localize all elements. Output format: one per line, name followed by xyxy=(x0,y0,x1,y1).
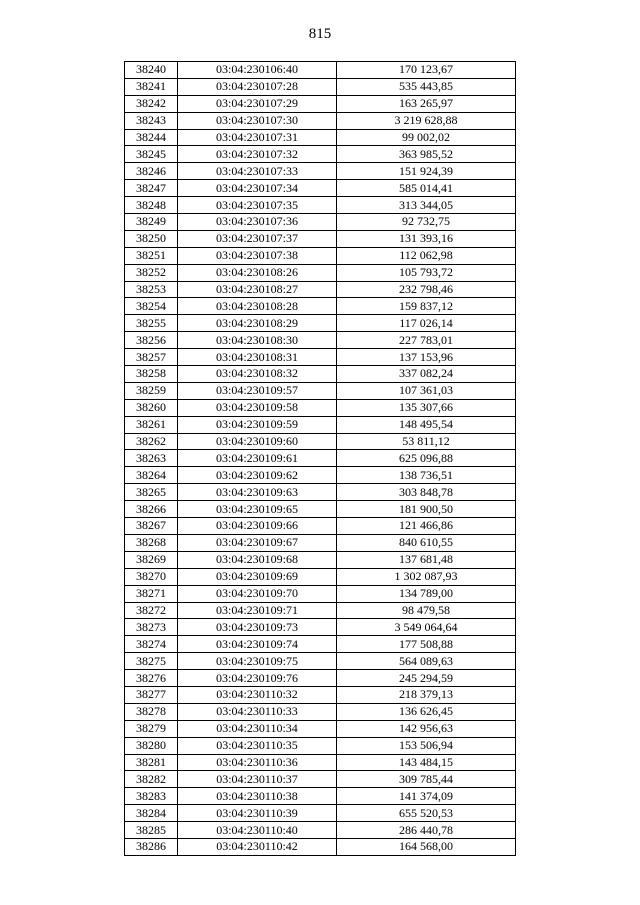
cadastral-number-cell: 03:04:230107:30 xyxy=(178,112,337,129)
page-number: 815 xyxy=(308,26,332,42)
table-row xyxy=(125,686,516,703)
row-number-cell: 38243 xyxy=(125,112,178,129)
row-number-cell: 38241 xyxy=(125,78,178,95)
value-cell: 232 798,46 xyxy=(337,281,516,298)
row-number-cell: 38277 xyxy=(125,686,178,703)
cadastral-number-cell: 03:04:230109:61 xyxy=(178,450,337,467)
value-cell: 143 484,15 xyxy=(337,754,516,771)
cadastral-number-cell: 03:04:230109:65 xyxy=(178,501,337,518)
row-number-cell: 38251 xyxy=(125,247,178,264)
row-number-cell: 38257 xyxy=(125,349,178,366)
value-cell: 163 265,97 xyxy=(337,95,516,112)
cadastral-number-cell: 03:04:230107:31 xyxy=(178,129,337,146)
cadastral-number-cell: 03:04:230108:31 xyxy=(178,349,337,366)
value-cell: 159 837,12 xyxy=(337,298,516,315)
cadastral-number-cell: 03:04:230110:42 xyxy=(178,838,337,855)
cadastral-number-cell: 03:04:230110:36 xyxy=(178,754,337,771)
row-number-cell: 38265 xyxy=(125,484,178,501)
table-row xyxy=(125,534,516,551)
cadastral-number-cell: 03:04:230109:70 xyxy=(178,585,337,602)
row-number-cell: 38242 xyxy=(125,95,178,112)
table-row xyxy=(125,332,516,349)
cadastral-number-cell: 03:04:230110:37 xyxy=(178,771,337,788)
table-row xyxy=(125,62,516,79)
value-cell: 181 900,50 xyxy=(337,501,516,518)
row-number-cell: 38267 xyxy=(125,518,178,535)
value-cell: 309 785,44 xyxy=(337,771,516,788)
row-number-cell: 38244 xyxy=(125,129,178,146)
cadastral-number-cell: 03:04:230108:27 xyxy=(178,281,337,298)
row-number-cell: 38284 xyxy=(125,805,178,822)
table-row xyxy=(125,788,516,805)
table-row xyxy=(125,501,516,518)
cadastral-number-cell: 03:04:230109:60 xyxy=(178,433,337,450)
cadastral-number-cell: 03:04:230107:35 xyxy=(178,197,337,214)
table-row xyxy=(125,416,516,433)
value-cell: 1 302 087,93 xyxy=(337,568,516,585)
cadastral-number-cell: 03:04:230110:40 xyxy=(178,822,337,839)
row-number-cell: 38263 xyxy=(125,450,178,467)
table-row xyxy=(125,619,516,636)
value-cell: 134 789,00 xyxy=(337,585,516,602)
table-row xyxy=(125,636,516,653)
cadastral-number-cell: 03:04:230109:76 xyxy=(178,670,337,687)
table-row xyxy=(125,315,516,332)
value-cell: 148 495,54 xyxy=(337,416,516,433)
value-cell: 303 848,78 xyxy=(337,484,516,501)
cadastral-number-cell: 03:04:230109:74 xyxy=(178,636,337,653)
value-cell: 153 506,94 xyxy=(337,737,516,754)
row-number-cell: 38268 xyxy=(125,534,178,551)
table-row xyxy=(125,467,516,484)
cadastral-number-cell: 03:04:230109:59 xyxy=(178,416,337,433)
row-number-cell: 38273 xyxy=(125,619,178,636)
table-row xyxy=(125,568,516,585)
value-cell: 107 361,03 xyxy=(337,382,516,399)
cadastral-number-cell: 03:04:230106:40 xyxy=(178,62,337,79)
value-cell: 164 568,00 xyxy=(337,838,516,855)
row-number-cell: 38272 xyxy=(125,602,178,619)
value-cell: 3 549 064,64 xyxy=(337,619,516,636)
table-row xyxy=(125,720,516,737)
cadastral-number-cell: 03:04:230109:62 xyxy=(178,467,337,484)
table-row xyxy=(125,180,516,197)
cadastral-number-cell: 03:04:230107:32 xyxy=(178,146,337,163)
table-row xyxy=(125,805,516,822)
value-cell: 112 062,98 xyxy=(337,247,516,264)
table-row xyxy=(125,399,516,416)
cadastral-number-cell: 03:04:230107:28 xyxy=(178,78,337,95)
table-row xyxy=(125,112,516,129)
table-row xyxy=(125,197,516,214)
value-cell: 564 089,63 xyxy=(337,653,516,670)
row-number-cell: 38282 xyxy=(125,771,178,788)
row-number-cell: 38240 xyxy=(125,62,178,79)
cadastral-number-cell: 03:04:230109:75 xyxy=(178,653,337,670)
table-row xyxy=(125,670,516,687)
cadastral-number-cell: 03:04:230108:26 xyxy=(178,264,337,281)
table-row xyxy=(125,163,516,180)
row-number-cell: 38252 xyxy=(125,264,178,281)
value-cell: 117 026,14 xyxy=(337,315,516,332)
row-number-cell: 38266 xyxy=(125,501,178,518)
cadastral-value-table xyxy=(124,61,516,856)
row-number-cell: 38271 xyxy=(125,585,178,602)
table-row xyxy=(125,585,516,602)
value-cell: 218 379,13 xyxy=(337,686,516,703)
row-number-cell: 38256 xyxy=(125,332,178,349)
row-number-cell: 38269 xyxy=(125,551,178,568)
table-row xyxy=(125,484,516,501)
row-number-cell: 38255 xyxy=(125,315,178,332)
cadastral-number-cell: 03:04:230107:38 xyxy=(178,247,337,264)
row-number-cell: 38259 xyxy=(125,382,178,399)
cadastral-number-cell: 03:04:230107:36 xyxy=(178,214,337,231)
table-row xyxy=(125,95,516,112)
value-cell: 98 479,58 xyxy=(337,602,516,619)
row-number-cell: 38280 xyxy=(125,737,178,754)
value-cell: 177 508,88 xyxy=(337,636,516,653)
value-cell: 137 153,96 xyxy=(337,349,516,366)
cadastral-number-cell: 03:04:230110:38 xyxy=(178,788,337,805)
value-cell: 227 783,01 xyxy=(337,332,516,349)
table-body xyxy=(125,62,516,856)
cadastral-number-cell: 03:04:230109:58 xyxy=(178,399,337,416)
row-number-cell: 38254 xyxy=(125,298,178,315)
row-number-cell: 38246 xyxy=(125,163,178,180)
cadastral-number-cell: 03:04:230109:66 xyxy=(178,518,337,535)
value-cell: 137 681,48 xyxy=(337,551,516,568)
cadastral-number-cell: 03:04:230110:34 xyxy=(178,720,337,737)
cadastral-number-cell: 03:04:230108:29 xyxy=(178,315,337,332)
cadastral-number-cell: 03:04:230109:63 xyxy=(178,484,337,501)
row-number-cell: 38270 xyxy=(125,568,178,585)
cadastral-number-cell: 03:04:230108:28 xyxy=(178,298,337,315)
cadastral-number-cell: 03:04:230107:29 xyxy=(178,95,337,112)
value-cell: 625 096,88 xyxy=(337,450,516,467)
row-number-cell: 38261 xyxy=(125,416,178,433)
table-row xyxy=(125,754,516,771)
row-number-cell: 38253 xyxy=(125,281,178,298)
table-row xyxy=(125,822,516,839)
value-cell: 655 520,53 xyxy=(337,805,516,822)
value-cell: 245 294,59 xyxy=(337,670,516,687)
row-number-cell: 38249 xyxy=(125,214,178,231)
table-row xyxy=(125,146,516,163)
value-cell: 840 610,55 xyxy=(337,534,516,551)
value-cell: 136 626,45 xyxy=(337,703,516,720)
value-cell: 337 082,24 xyxy=(337,366,516,383)
table-row xyxy=(125,771,516,788)
row-number-cell: 38258 xyxy=(125,366,178,383)
value-cell: 131 393,16 xyxy=(337,230,516,247)
value-cell: 535 443,85 xyxy=(337,78,516,95)
cadastral-number-cell: 03:04:230110:39 xyxy=(178,805,337,822)
cadastral-number-cell: 03:04:230109:73 xyxy=(178,619,337,636)
table-row xyxy=(125,281,516,298)
value-cell: 138 736,51 xyxy=(337,467,516,484)
row-number-cell: 38281 xyxy=(125,754,178,771)
table-row xyxy=(125,433,516,450)
cadastral-number-cell: 03:04:230109:67 xyxy=(178,534,337,551)
cadastral-number-cell: 03:04:230107:37 xyxy=(178,230,337,247)
table-row xyxy=(125,551,516,568)
table-row xyxy=(125,518,516,535)
row-number-cell: 38248 xyxy=(125,197,178,214)
table-row xyxy=(125,349,516,366)
table-row xyxy=(125,838,516,855)
cadastral-number-cell: 03:04:230110:33 xyxy=(178,703,337,720)
table-row xyxy=(125,653,516,670)
value-cell: 105 793,72 xyxy=(337,264,516,281)
row-number-cell: 38279 xyxy=(125,720,178,737)
row-number-cell: 38285 xyxy=(125,822,178,839)
table-row xyxy=(125,298,516,315)
table-row xyxy=(125,602,516,619)
value-cell: 121 466,86 xyxy=(337,518,516,535)
value-cell: 585 014,41 xyxy=(337,180,516,197)
row-number-cell: 38260 xyxy=(125,399,178,416)
value-cell: 142 956,63 xyxy=(337,720,516,737)
row-number-cell: 38245 xyxy=(125,146,178,163)
row-number-cell: 38278 xyxy=(125,703,178,720)
cadastral-number-cell: 03:04:230109:71 xyxy=(178,602,337,619)
value-cell: 286 440,78 xyxy=(337,822,516,839)
cadastral-number-cell: 03:04:230110:32 xyxy=(178,686,337,703)
value-cell: 135 307,66 xyxy=(337,399,516,416)
table-row xyxy=(125,703,516,720)
cadastral-number-cell: 03:04:230109:68 xyxy=(178,551,337,568)
row-number-cell: 38275 xyxy=(125,653,178,670)
value-cell: 313 344,05 xyxy=(337,197,516,214)
row-number-cell: 38286 xyxy=(125,838,178,855)
value-cell: 170 123,67 xyxy=(337,62,516,79)
table-row xyxy=(125,737,516,754)
cadastral-number-cell: 03:04:230110:35 xyxy=(178,737,337,754)
row-number-cell: 38283 xyxy=(125,788,178,805)
value-cell: 99 002,02 xyxy=(337,129,516,146)
cadastral-number-cell: 03:04:230108:30 xyxy=(178,332,337,349)
cadastral-number-cell: 03:04:230109:57 xyxy=(178,382,337,399)
table-row xyxy=(125,382,516,399)
table-row xyxy=(125,214,516,231)
table-row xyxy=(125,366,516,383)
row-number-cell: 38274 xyxy=(125,636,178,653)
value-cell: 151 924,39 xyxy=(337,163,516,180)
table-row xyxy=(125,247,516,264)
value-cell: 363 985,52 xyxy=(337,146,516,163)
row-number-cell: 38264 xyxy=(125,467,178,484)
value-cell: 141 374,09 xyxy=(337,788,516,805)
table-row xyxy=(125,450,516,467)
cadastral-number-cell: 03:04:230108:32 xyxy=(178,366,337,383)
row-number-cell: 38247 xyxy=(125,180,178,197)
cadastral-number-cell: 03:04:230107:33 xyxy=(178,163,337,180)
value-cell: 53 811,12 xyxy=(337,433,516,450)
row-number-cell: 38276 xyxy=(125,670,178,687)
table-row xyxy=(125,264,516,281)
table-row xyxy=(125,129,516,146)
row-number-cell: 38262 xyxy=(125,433,178,450)
cadastral-number-cell: 03:04:230109:69 xyxy=(178,568,337,585)
table-row xyxy=(125,230,516,247)
value-cell: 92 732,75 xyxy=(337,214,516,231)
value-cell: 3 219 628,88 xyxy=(337,112,516,129)
table-row xyxy=(125,78,516,95)
cadastral-number-cell: 03:04:230107:34 xyxy=(178,180,337,197)
row-number-cell: 38250 xyxy=(125,230,178,247)
